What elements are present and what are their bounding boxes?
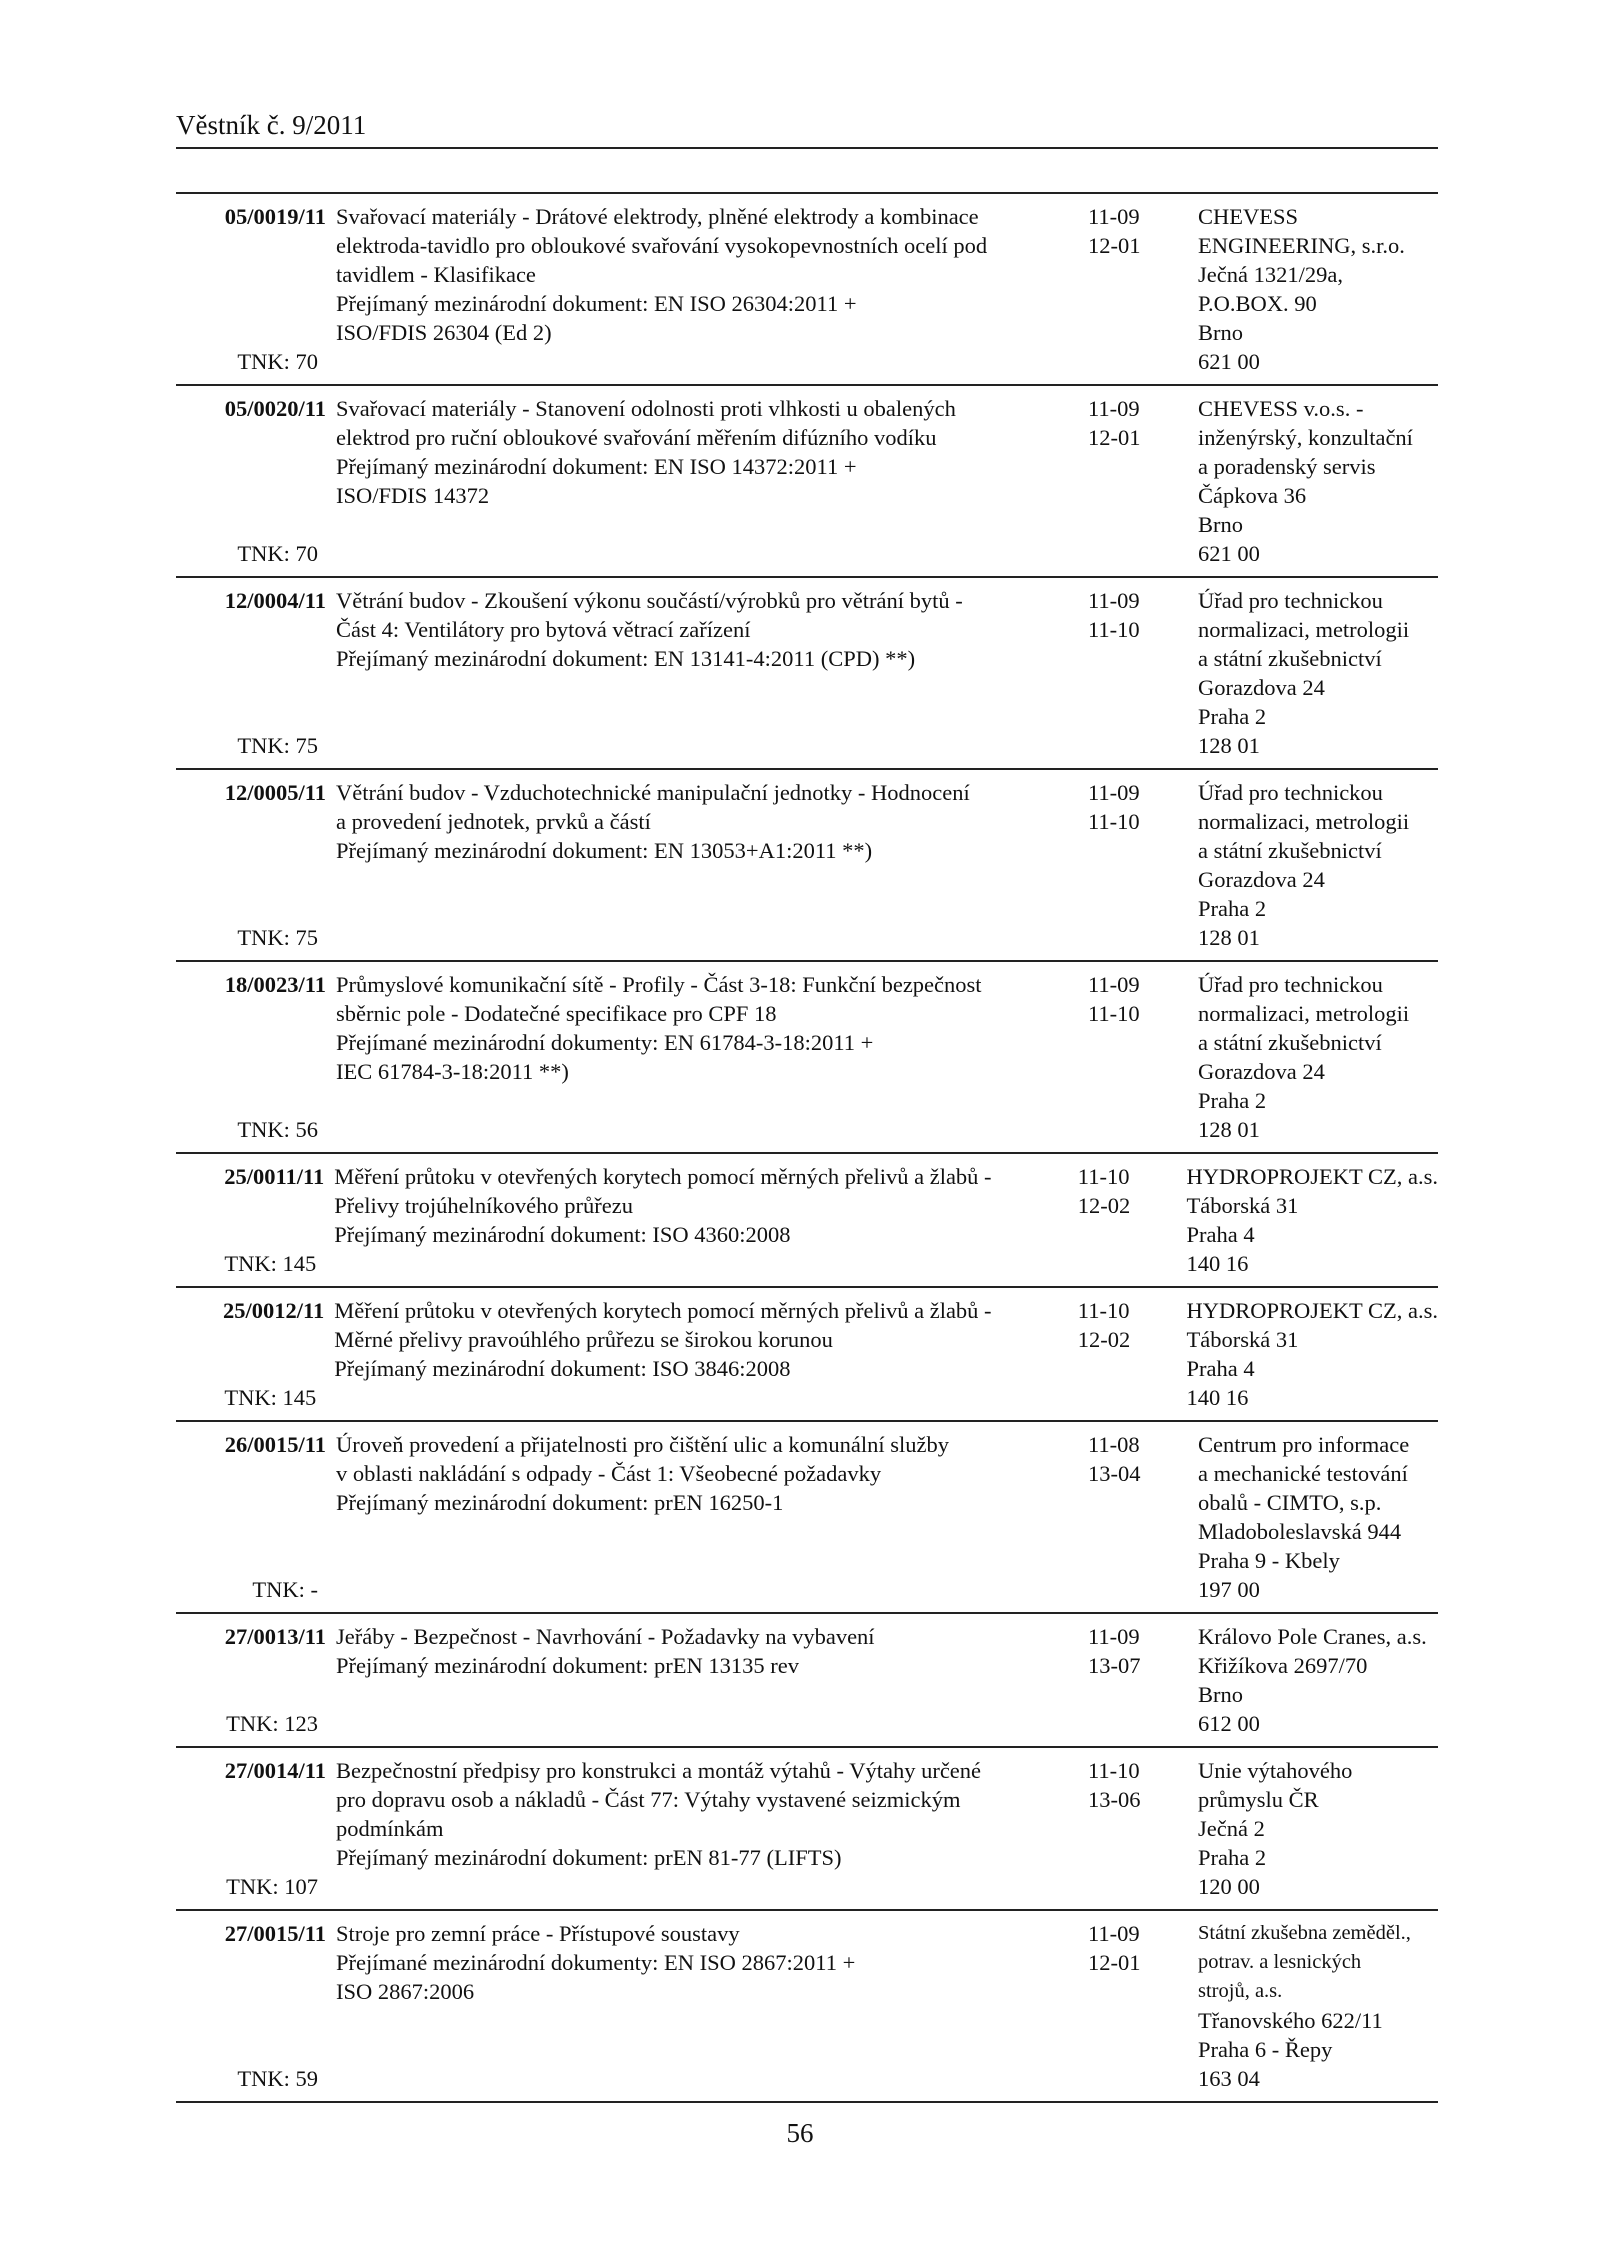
processor-line: a státní zkušebnictví — [1198, 838, 1382, 863]
code-cell — [176, 586, 328, 760]
description-line: Jeřáby - Bezpečnost - Navrhování - Požadavky na vybavení — [336, 1624, 875, 1649]
processor-line: Centrum pro informace — [1198, 1432, 1410, 1457]
processor-line: inženýrský, konzultační — [1198, 425, 1413, 450]
processor-line: a státní zkušebnictví — [1198, 646, 1382, 671]
description-line: Svařovací materiály - Drátové elektrody, plněné elektrody a kombinace — [336, 204, 979, 229]
tnk-number: TNK: - — [252, 1577, 318, 1602]
date-value: 11-10 — [1077, 1298, 1130, 1323]
description-cell — [328, 394, 1066, 568]
processor-line: 128 01 — [1198, 733, 1260, 758]
processor-line: Táborská 31 — [1186, 1193, 1299, 1218]
processor-cell — [1198, 1430, 1438, 1604]
processor-line: ENGINEERING, s.r.o. — [1198, 233, 1405, 258]
processor-line: 197 00 — [1198, 1577, 1260, 1602]
processor-line: Gorazdova 24 — [1198, 867, 1325, 892]
dates-cell — [1066, 394, 1198, 568]
processor-line: Třanovského 622/11 — [1198, 2008, 1383, 2033]
code-cell — [176, 1430, 328, 1604]
date-value: 11-10 — [1077, 1164, 1130, 1189]
processor-line: Praha 4 — [1186, 1222, 1255, 1247]
date-value: 11-09 — [1088, 204, 1140, 229]
processor-line: P.O.BOX. 90 — [1198, 291, 1317, 316]
table-row — [176, 194, 1438, 386]
dates-cell — [1066, 778, 1198, 952]
processor-line: a mechanické testování — [1198, 1461, 1408, 1486]
processor-line: 621 00 — [1198, 349, 1260, 374]
code-cell — [176, 394, 328, 568]
date-value: 11-10 — [1088, 1758, 1140, 1783]
dates-cell — [1066, 202, 1198, 376]
description-line: Větrání budov - Vzduchotechnické manipulační jednotky - Hodnocení — [336, 780, 970, 805]
date-value: 11-09 — [1088, 1624, 1140, 1649]
processor-line: Gorazdova 24 — [1198, 675, 1325, 700]
processor-cell — [1198, 202, 1438, 376]
date-value: 12-01 — [1088, 233, 1141, 258]
description-cell — [328, 1622, 1066, 1738]
task-code: 27/0014/11 — [224, 1758, 326, 1783]
tnk-number: TNK: 75 — [237, 733, 318, 758]
code-cell — [176, 1919, 328, 2093]
processor-cell — [1198, 970, 1438, 1144]
description-line: Měrné přelivy pravoúhlého průřezu se širokou korunou — [334, 1327, 833, 1352]
dates-cell — [1056, 1296, 1187, 1412]
description-line: Měření průtoku v otevřených korytech pomocí měrných přelivů a žlabů - — [334, 1298, 992, 1323]
code-cell — [176, 1162, 326, 1278]
processor-line: strojů, a.s. — [1198, 1980, 1283, 2002]
processor-line: 140 16 — [1186, 1385, 1249, 1410]
task-code: 25/0011/11 — [224, 1164, 325, 1189]
task-code: 05/0020/11 — [224, 396, 326, 421]
processor-line: HYDROPROJEKT CZ, a.s. — [1186, 1298, 1438, 1323]
processor-line: průmyslu ČR — [1198, 1787, 1319, 1812]
processor-cell — [1187, 1162, 1438, 1278]
description-line: ISO/FDIS 26304 (Ed 2) — [336, 320, 552, 345]
description-line: sběrnic pole - Dodatečné specifikace pro CPF 18 — [336, 1001, 777, 1026]
date-value: 11-09 — [1088, 588, 1140, 613]
description-line: Přejímané mezinárodní dokumenty: EN 61784-3-18:2011 + — [336, 1030, 874, 1055]
code-cell — [176, 202, 328, 376]
description-line: Bezpečnostní předpisy pro konstrukci a montáž výtahů - Výtahy určené — [336, 1758, 982, 1783]
date-value: 12-02 — [1077, 1327, 1131, 1352]
processor-line: Unie výtahového — [1198, 1758, 1353, 1783]
dates-cell — [1066, 970, 1198, 1144]
description-line: Přejímaný mezinárodní dokument: prEN 13135 rev — [336, 1653, 800, 1678]
processor-line: Ječná 2 — [1198, 1816, 1265, 1841]
description-line: v oblasti nakládání s odpady - Část 1: Všeobecné požadavky — [336, 1461, 882, 1486]
code-cell — [176, 1622, 328, 1738]
table-row — [176, 1422, 1438, 1614]
tnk-number: TNK: 70 — [237, 349, 318, 374]
processor-line: 163 04 — [1198, 2066, 1260, 2091]
description-line: Přejímaný mezinárodní dokument: ISO 3846:2008 — [334, 1356, 791, 1381]
dates-cell — [1066, 1919, 1198, 2093]
description-line: Přejímané mezinárodní dokumenty: EN ISO 2867:2011 + — [336, 1950, 856, 1975]
table-row — [176, 962, 1438, 1154]
date-value: 11-10 — [1088, 1001, 1140, 1026]
date-value: 11-08 — [1088, 1432, 1140, 1457]
description-line: ISO/FDIS 14372 — [336, 483, 490, 508]
task-code: 26/0015/11 — [224, 1432, 326, 1457]
tnk-number: TNK: 123 — [226, 1711, 318, 1736]
task-code: 12/0004/11 — [224, 588, 326, 613]
description-line: Přejímaný mezinárodní dokument: EN 13053+A1:2011 **) — [336, 838, 873, 863]
description-line: Přejímaný mezinárodní dokument: prEN 16250-1 — [336, 1490, 784, 1515]
processor-line: normalizaci, metrologii — [1198, 617, 1410, 642]
processor-line: Brno — [1198, 1682, 1243, 1707]
date-value: 13-04 — [1088, 1461, 1141, 1486]
processor-line: normalizaci, metrologii — [1198, 1001, 1410, 1026]
table-row — [176, 1911, 1438, 2103]
processor-line: Čápkova 36 — [1198, 483, 1307, 508]
description-line: pro dopravu osob a nákladů - Část 77: Výtahy vystavené seizmickým — [336, 1787, 961, 1812]
description-line: Přejímaný mezinárodní dokument: ISO 4360:2008 — [334, 1222, 791, 1247]
tnk-number: TNK: 145 — [224, 1385, 317, 1410]
processor-line: Praha 4 — [1186, 1356, 1255, 1381]
code-cell — [176, 1296, 326, 1412]
tnk-number: TNK: 59 — [237, 2066, 318, 2091]
description-line: Svařovací materiály - Stanovení odolnosti proti vlhkosti u obalených — [336, 396, 956, 421]
description-cell — [328, 1919, 1066, 2093]
description-line: Úroveň provedení a přijatelnosti pro čištění ulic a komunální služby — [336, 1432, 949, 1457]
processor-line: Táborská 31 — [1186, 1327, 1299, 1352]
description-line: Měření průtoku v otevřených korytech pomocí měrných přelivů a žlabů - — [334, 1164, 992, 1189]
date-value: 11-09 — [1088, 780, 1140, 805]
task-code: 05/0019/11 — [224, 204, 326, 229]
date-value: 11-09 — [1088, 396, 1140, 421]
processor-line: normalizaci, metrologii — [1198, 809, 1410, 834]
processor-line: Státní zkušebna zeměděl., — [1198, 1922, 1411, 1944]
processor-line: Úřad pro technickou — [1198, 780, 1383, 805]
dates-cell — [1056, 1162, 1187, 1278]
processor-cell — [1198, 778, 1438, 952]
description-cell — [328, 970, 1066, 1144]
table-row — [176, 578, 1438, 770]
processor-line: Praha 6 - Řepy — [1198, 2037, 1333, 2062]
description-line: Větrání budov - Zkoušení výkonu součástí/výrobků pro větrání bytů - — [336, 588, 963, 613]
processor-line: CHEVESS v.o.s. - — [1198, 396, 1364, 421]
processor-line: a poradenský servis — [1198, 454, 1376, 479]
description-cell — [328, 586, 1066, 760]
description-line: Přejímaný mezinárodní dokument: EN ISO 26304:2011 + — [336, 291, 857, 316]
code-cell — [176, 778, 328, 952]
task-code: 25/0012/11 — [223, 1298, 325, 1323]
processor-line: 621 00 — [1198, 541, 1260, 566]
code-cell — [176, 1756, 328, 1901]
date-value: 12-01 — [1088, 1950, 1141, 1975]
task-code: 12/0005/11 — [224, 780, 326, 805]
dates-cell — [1066, 1756, 1198, 1901]
processor-line: Praha 9 - Kbely — [1198, 1548, 1340, 1573]
tnk-number: TNK: 75 — [237, 925, 318, 950]
description-line: a provedení jednotek, prvků a částí — [336, 809, 651, 834]
processor-line: Ječná 1321/29a, — [1198, 262, 1343, 287]
date-value: 11-09 — [1088, 972, 1140, 997]
date-value: 11-10 — [1088, 809, 1140, 834]
task-code: 18/0023/11 — [224, 972, 326, 997]
date-value: 11-09 — [1088, 1921, 1140, 1946]
processor-line: Úřad pro technickou — [1198, 972, 1383, 997]
dates-cell — [1066, 1430, 1198, 1604]
processor-line: Praha 2 — [1198, 704, 1267, 729]
processor-line: 128 01 — [1198, 925, 1260, 950]
description-line: elektrod pro ruční obloukové svařování měřením difúzního vodíku — [336, 425, 937, 450]
table-row — [176, 1154, 1438, 1288]
table-row — [176, 1748, 1438, 1911]
processor-line: a státní zkušebnictví — [1198, 1030, 1382, 1055]
processor-line: Úřad pro technickou — [1198, 588, 1383, 613]
processor-line: Brno — [1198, 320, 1243, 345]
processor-line: Mladoboleslavská 944 — [1198, 1519, 1402, 1544]
description-line: Stroje pro zemní práce - Přístupové soustavy — [336, 1921, 740, 1946]
task-code: 27/0013/11 — [224, 1624, 326, 1649]
processor-line: Brno — [1198, 512, 1243, 537]
table-row — [176, 770, 1438, 962]
processor-line: Praha 2 — [1198, 896, 1267, 921]
task-code: 27/0015/11 — [224, 1921, 326, 1946]
page-number: 56 — [786, 2118, 814, 2148]
processor-line: 612 00 — [1198, 1711, 1260, 1736]
date-value: 12-01 — [1088, 425, 1141, 450]
description-line: Přelivy trojúhelníkového průřezu — [334, 1193, 633, 1218]
processor-line: 120 00 — [1198, 1874, 1260, 1899]
tnk-number: TNK: 56 — [237, 1117, 318, 1142]
processor-line: Praha 2 — [1198, 1088, 1267, 1113]
description-line: Přejímaný mezinárodní dokument: prEN 81-77 (LIFTS) — [336, 1845, 842, 1870]
table-row — [176, 386, 1438, 578]
description-line: ISO 2867:2006 — [336, 1979, 475, 2004]
date-value: 13-06 — [1088, 1787, 1141, 1812]
description-line: Přejímaný mezinárodní dokument: EN ISO 14372:2011 + — [336, 454, 857, 479]
processor-line: Královo Pole Cranes, a.s. — [1198, 1624, 1427, 1649]
table-row — [176, 1614, 1438, 1748]
processor-line: 128 01 — [1198, 1117, 1260, 1142]
tnk-number: TNK: 70 — [237, 541, 318, 566]
date-value: 13-07 — [1088, 1653, 1141, 1678]
processor-line: HYDROPROJEKT CZ, a.s. — [1186, 1164, 1438, 1189]
standards-table — [176, 192, 1438, 2103]
processor-cell — [1198, 1919, 1438, 2093]
description-cell — [328, 778, 1066, 952]
processor-line: Gorazdova 24 — [1198, 1059, 1325, 1084]
description-cell — [326, 1162, 1056, 1278]
processor-cell — [1198, 394, 1438, 568]
description-line: podmínkám — [336, 1816, 444, 1841]
dates-cell — [1066, 1622, 1198, 1738]
processor-line: potrav. a lesnických — [1198, 1951, 1362, 1973]
description-line: elektroda-tavidlo pro obloukové svařování vysokopevnostních ocelí pod — [336, 233, 988, 258]
processor-line: obalů - CIMTO, s.p. — [1198, 1490, 1382, 1515]
processor-line: CHEVESS — [1198, 204, 1299, 229]
description-cell — [328, 1756, 1066, 1901]
date-value: 11-10 — [1088, 617, 1140, 642]
tnk-number: TNK: 145 — [224, 1251, 317, 1276]
page-header: Věstník č. 9/2011 — [176, 110, 1438, 149]
processor-cell — [1198, 1622, 1438, 1738]
description-line: IEC 61784-3-18:2011 **) — [336, 1059, 569, 1084]
processor-line: Praha 2 — [1198, 1845, 1267, 1870]
description-cell — [328, 202, 1066, 376]
processor-line: Křižíkova 2697/70 — [1198, 1653, 1368, 1678]
description-line: tavidlem - Klasifikace — [336, 262, 536, 287]
description-cell — [326, 1296, 1056, 1412]
processor-cell — [1187, 1296, 1438, 1412]
description-line: Část 4: Ventilátory pro bytová větrací zařízení — [336, 617, 751, 642]
table-row — [176, 1288, 1438, 1422]
processor-cell — [1198, 586, 1438, 760]
description-line: Přejímaný mezinárodní dokument: EN 13141-4:2011 (CPD) **) — [336, 646, 916, 671]
processor-cell — [1198, 1756, 1438, 1901]
description-line: Průmyslové komunikační sítě - Profily - Část 3-18: Funkční bezpečnost — [336, 972, 982, 997]
date-value: 12-02 — [1077, 1193, 1131, 1218]
code-cell — [176, 970, 328, 1144]
processor-line: 140 16 — [1186, 1251, 1249, 1276]
dates-cell — [1066, 586, 1198, 760]
description-cell — [328, 1430, 1066, 1604]
tnk-number: TNK: 107 — [226, 1874, 318, 1899]
